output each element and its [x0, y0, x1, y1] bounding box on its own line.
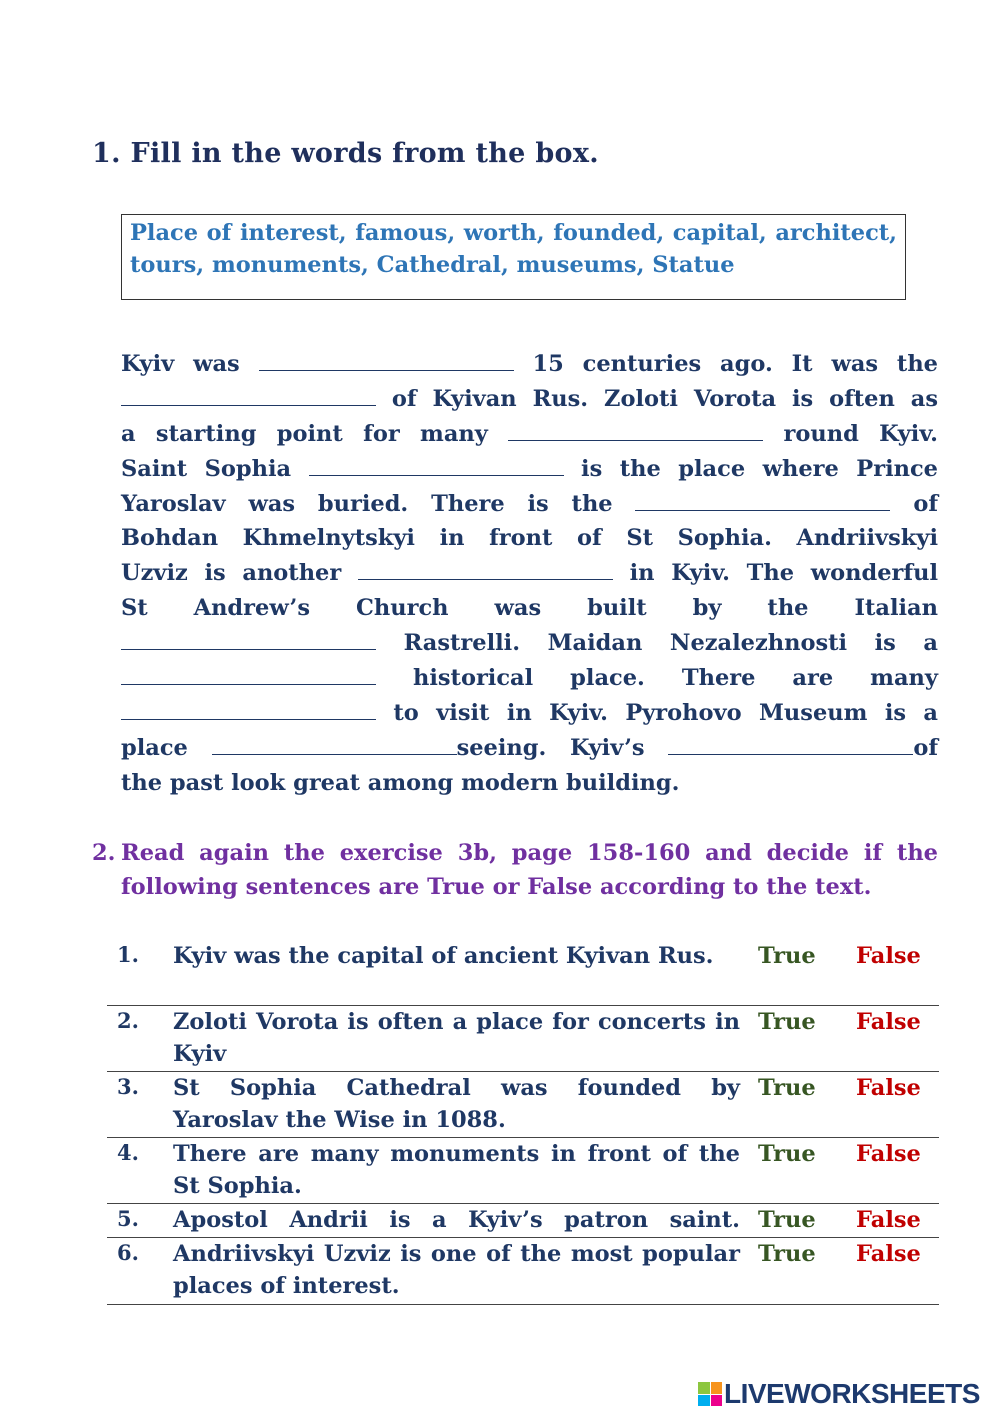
fill-in-passage: [121, 347, 938, 801]
blank-8[interactable]: [121, 664, 376, 685]
table-row: [107, 1238, 939, 1305]
true-option[interactable]: True: [758, 943, 816, 969]
true-option[interactable]: True: [758, 1207, 816, 1233]
exercise-1-title: 1. Fill in the words from the box.: [92, 138, 599, 169]
passage-text: to visit in Kyiv. Pyrohovo Museum is a: [393, 699, 939, 726]
liveworksheets-logo-icon: [698, 1382, 722, 1406]
passage-text: in Kyiv. The wonderful: [629, 560, 938, 587]
table-row: [107, 1006, 939, 1072]
passage-line: [121, 347, 938, 382]
statement-text: There are many monuments in front of the St Sophia.: [173, 1141, 740, 1199]
passage-line: Bohdan Khmelnytskyi in front of St Sophia. Andriivskyi: [121, 525, 938, 552]
blank-10[interactable]: [212, 734, 457, 755]
table-row: [107, 1138, 939, 1204]
exercise-2-instruction: [92, 836, 938, 904]
passage-text: a starting point for many: [121, 420, 488, 447]
passage-line: [121, 556, 938, 591]
word-box: Place of interest, famous, worth, founded, capital, architect, tours, monuments, Cathedral, museums, Statue: [121, 214, 906, 300]
blank-9[interactable]: [121, 699, 376, 720]
instruction-line: following sentences are True or False according to the text.: [121, 874, 872, 900]
item-number: 3.: [117, 1074, 139, 1099]
blank-1[interactable]: [259, 350, 514, 371]
false-option[interactable]: False: [856, 1207, 921, 1233]
statement-text: Zoloti Vorota is often a place for concerts in Kyiv: [173, 1009, 740, 1067]
blank-2[interactable]: [121, 385, 376, 406]
statement-text: Andriivskyi Uzviz is one of the most popular places of interest.: [173, 1241, 740, 1299]
passage-text: of: [913, 490, 938, 517]
true-option[interactable]: True: [758, 1241, 816, 1267]
false-option[interactable]: False: [856, 1241, 921, 1267]
blank-3[interactable]: [508, 420, 763, 441]
statement-text: Kyiv was the capital of ancient Kyivan Rus.: [173, 943, 714, 969]
passage-line: [121, 696, 938, 731]
statement-text: St Sophia Cathedral was founded by Yaroslav the Wise in 1088.: [173, 1075, 740, 1133]
passage-text: historical place. There are many: [412, 665, 938, 692]
passage-text: place: [121, 734, 188, 761]
passage-line: [121, 382, 938, 417]
passage-text: Kyiv was: [121, 351, 240, 377]
passage-text: Uzviz is another: [121, 560, 342, 587]
passage-text: of Kyivan Rus. Zoloti Vorota is often as: [391, 385, 938, 412]
passage-text: Rastrelli. Maidan Nezalezhnosti is a: [403, 630, 938, 657]
passage-text: Yaroslav was buried. There is the: [121, 490, 613, 517]
passage-line: [121, 626, 938, 661]
table-row: [107, 1204, 939, 1238]
instruction-line: Read again the exercise 3b, page 158-160 and decide if the: [121, 840, 938, 866]
passage-line: [121, 731, 938, 766]
exercise-2-text: [121, 836, 938, 904]
table-row: [107, 940, 939, 1006]
blank-6[interactable]: [358, 559, 613, 580]
blank-4[interactable]: [309, 455, 564, 476]
true-false-table: [107, 940, 939, 1305]
passage-text: 15 centuries ago. It was the: [532, 351, 938, 377]
table-row: [107, 1072, 939, 1138]
logo-text: LIVEWORKSHEETS: [724, 1378, 980, 1409]
passage-line: the past look great among modern building.: [121, 769, 680, 796]
blank-7[interactable]: [121, 629, 376, 650]
item-number: 5.: [117, 1206, 139, 1231]
passage-line: [121, 417, 938, 452]
false-option[interactable]: False: [856, 943, 921, 969]
true-option[interactable]: True: [758, 1075, 816, 1101]
item-number: 2.: [117, 1008, 139, 1033]
passage-text: is the place where Prince: [581, 455, 938, 482]
item-number: 4.: [117, 1140, 139, 1165]
false-option[interactable]: False: [856, 1009, 921, 1035]
passage-text: seeing. Kyiv’s: [456, 734, 645, 761]
blank-11[interactable]: [668, 734, 913, 755]
passage-text: round Kyiv.: [783, 420, 938, 447]
statement-text: Apostol Andrii is a Kyiv’s patron saint.: [173, 1207, 740, 1233]
passage-text: Saint Sophia: [121, 455, 292, 482]
passage-line: [121, 487, 938, 522]
passage-line: St Andrew’s Church was built by the Italian: [121, 595, 938, 622]
passage-line: [121, 452, 938, 487]
passage-text: of: [913, 734, 938, 761]
exercise-2-number: 2.: [92, 840, 116, 866]
passage-line: [121, 661, 938, 696]
false-option[interactable]: False: [856, 1075, 921, 1101]
true-option[interactable]: True: [758, 1009, 816, 1035]
true-option[interactable]: True: [758, 1141, 816, 1167]
liveworksheets-logo: [698, 1377, 980, 1411]
false-option[interactable]: False: [856, 1141, 921, 1167]
item-number: 6.: [117, 1240, 139, 1265]
blank-5[interactable]: [635, 490, 890, 511]
item-number: 1.: [117, 942, 139, 967]
